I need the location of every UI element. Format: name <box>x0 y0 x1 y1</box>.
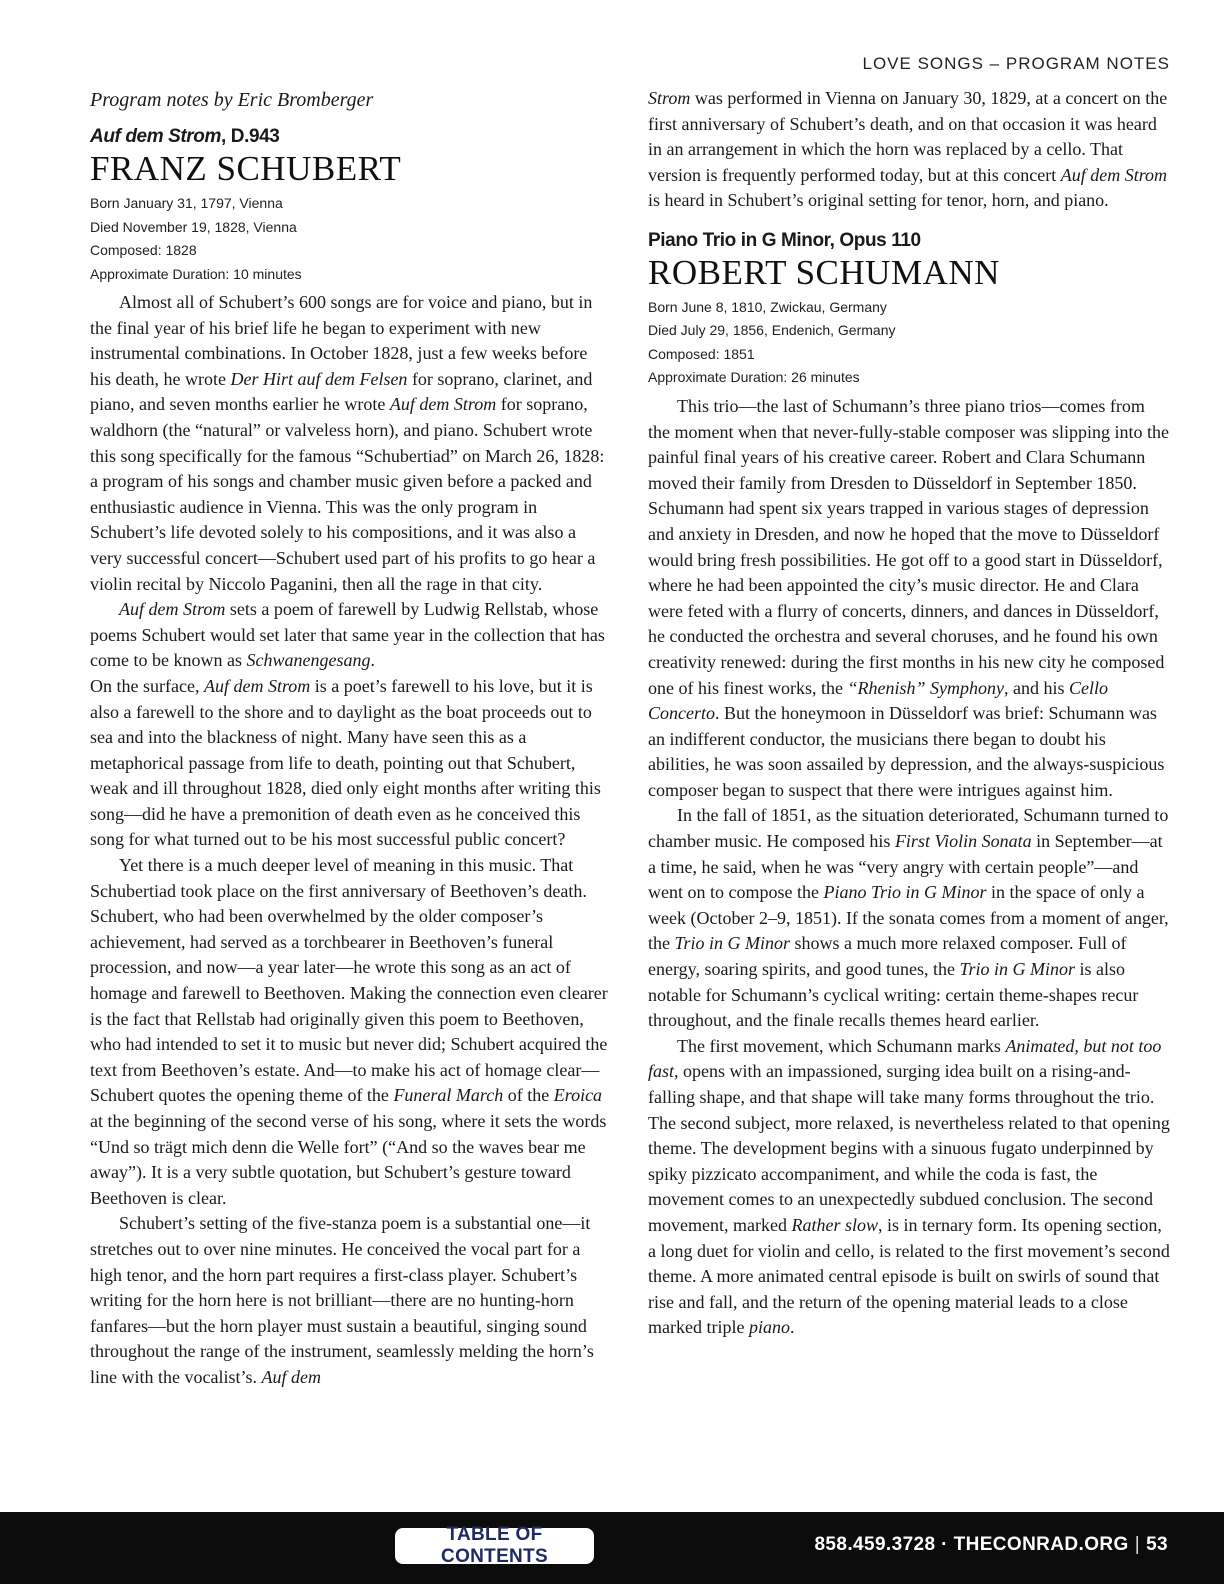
work-title: “Rhenish” Symphony <box>847 677 1004 698</box>
text: at the beginning of the second verse of his song, where it sets the words “Und so trägt mich denn die Welle fort” (“And so the waves bear me away”). It is a very subtle quotation, but Schubert’s gesture toward Beethoven is clear. <box>90 1111 607 1208</box>
text: Almost all of Schubert’s 600 songs are for voice and piano, but in the final year of his brief life he began to experiment with new instrumental combinations. In October 1828, just a few weeks before his death, he wrote <box>90 292 593 389</box>
piece-title-schumann: Piano Trio in G Minor, Opus 110 <box>648 229 921 251</box>
piece-title-schubert <box>90 124 612 150</box>
died-fact: Died November 19, 1828, Vienna <box>90 218 297 235</box>
composed-fact: Composed: 1828 <box>90 242 197 258</box>
piece-title-rest: , D.943 <box>220 126 280 147</box>
text: , opens with an impassioned, surging idea built on a rising-and-falling shape, and that shape will take many forms throughout the trio. The second subject, more relaxed, is nevertheless related to that opening theme. The development begins with a sinuous fugato underpinned by spiky pizzicato accompaniment, and while the coda is fast, the movement comes to an unexpectedly subdued conclusion. The second movement, marked <box>648 1061 1170 1235</box>
footer-bar <box>0 1512 1224 1584</box>
left-column <box>90 86 612 1391</box>
page-number: 53 <box>1146 1534 1168 1555</box>
composer-name-schumann: ROBERT SCHUMANN <box>648 252 1000 292</box>
schubert-notes-continued <box>648 86 1170 214</box>
work-title: Auf dem Strom <box>1060 164 1168 185</box>
text: was performed in Vienna on January 30, 1829, at a concert on the first anniversary of Schubert’s death, and on that occasion it was heard in an arrangement in which the horn was replaced by a cello. That version is frequently performed today, but at this concert <box>648 88 1168 185</box>
work-title: Auf dem <box>261 1366 321 1387</box>
paragraph <box>90 853 612 1211</box>
text: in September—at a time, he said, when he was “very angry with certain people”—and went on to compose the <box>648 831 1163 903</box>
paragraph <box>648 86 1170 214</box>
text: is also notable for Schumann’s cyclical writing: certain theme-shapes recur throughout, and the finale recalls themes heard earlier. <box>648 959 1139 1031</box>
text: is heard in Schubert’s original setting for tenor, horn, and piano. <box>648 190 1109 211</box>
byline: Program notes by Eric Bromberger <box>90 89 374 111</box>
text: of the <box>503 1085 554 1106</box>
work-title: Der Hirt auf dem Felsen <box>230 368 408 389</box>
work-title: Trio in G Minor <box>959 959 1075 980</box>
work-title: Auf dem Strom <box>389 394 497 415</box>
composed-fact: Composed: 1851 <box>648 345 755 362</box>
paragraph <box>90 597 612 674</box>
work-title: Funeral March <box>393 1085 504 1106</box>
paragraph <box>90 674 612 853</box>
separator: | <box>1134 1534 1141 1555</box>
right-column <box>648 86 1170 1341</box>
paragraph <box>90 290 612 597</box>
work-title: First Violin Sonata <box>894 831 1032 852</box>
text: Yet there is a much deeper level of meaning in this music. That Schubertiad took place on the first anniversary of Beethoven’s death. Schubert, who had been overwhelmed by the older composer’s achievement, had served as a torchbearer in Beethoven’s funeral procession, and now—a year later—he wrote this song as an act of homage and farewell to Beethoven. Making the connection even clearer is the fact that Rellstab had originally given this poem to Beethoven, who had intended to set it to music but never did; Schubert acquired the text from Beethoven’s estate. And—to make his act of homage clear—Schubert quotes the opening theme of the <box>90 855 608 1106</box>
composer-facts-schumann <box>648 296 1170 390</box>
section-gap <box>648 214 1170 228</box>
text: . But the honeymoon in Düsseldorf was brief: Schumann was an indifferent conductor, the musicians there began to doubt his abilities, he was soon assailed by depression, and the always-suspicious composer began to suspect that there were intrigues against him. <box>648 703 1165 800</box>
work-title: Strom <box>648 88 691 108</box>
died-fact: Died July 29, 1856, Endenich, Germany <box>648 322 896 339</box>
text: shows a much more relaxed composer. Full of energy, soaring spirits, and good tunes, the <box>648 933 1127 980</box>
text: The first movement, which Schumann marks <box>677 1035 1006 1056</box>
born-fact: Born January 31, 1797, Vienna <box>90 195 283 211</box>
tempo-marking: Rather slow <box>791 1214 878 1235</box>
paragraph <box>648 394 1170 804</box>
table-of-contents-button[interactable]: TABLE OF CONTENTS <box>395 1528 594 1564</box>
composer-name-schubert: FRANZ SCHUBERT <box>90 149 402 188</box>
paragraph <box>648 803 1170 1033</box>
work-title: Piano Trio in G Minor <box>823 882 987 903</box>
work-title: Auf dem Strom <box>203 675 311 696</box>
text: sets a poem of farewell by Ludwig Rellstab, whose poems Schubert would set later that same year in the collection that has come to be known as <box>90 599 605 671</box>
text: for soprano, waldhorn (the “natural” or valveless horn), and piano. Schubert wrote this song specifically for the famous “Schubertiad” on March 26, 1828: a program of his songs and chamber music given before a packed and enthusiastic audience in Vienna. This was the only program in Schubert’s life devoted solely to his compositions, and it was also a very successful concert—Schubert used part of his profits to go hear a violin recital by Niccolo Paganini, then all the rage in that city. <box>90 394 605 594</box>
duration-fact: Approximate Duration: 26 minutes <box>648 369 860 386</box>
work-title: Trio in G Minor <box>674 933 791 954</box>
text: . <box>789 1317 795 1338</box>
paragraph <box>648 1034 1170 1341</box>
work-title: Schwanengesang <box>246 650 371 671</box>
text: . <box>370 650 375 671</box>
text: for soprano, clarinet, and piano, and seven months earlier he wrote <box>90 368 593 415</box>
piece-title-italic: Auf dem Strom <box>90 126 221 147</box>
running-head: LOVE SONGS – PROGRAM NOTES <box>862 54 1170 73</box>
duration-fact: Approximate Duration: 10 minutes <box>90 265 302 282</box>
born-fact: Born June 8, 1810, Zwickau, Germany <box>648 298 887 315</box>
dynamic-marking: piano <box>748 1317 790 1338</box>
text: is a poet’s farewell to his love, but it is also a farewell to the shore and to daylight as the boat proceeds out to sea and into the blackness of night. Many have seen this as a metaphorical passage from life to death, pointing out that Schubert, weak and ill throughout 1828, died only eight months after writing this song—did he have a premonition of death even as he conceived this song for what turned out to be his most successful public concert? <box>90 675 601 850</box>
tempo-marking: Animated, but not too fast <box>648 1035 1162 1082</box>
composer-facts-schubert <box>90 192 612 286</box>
work-title: Eroica <box>553 1085 603 1106</box>
text: , is in ternary form. Its opening section, a long duet for violin and cello, is related to the first movement’s second theme. A more animated central episode is built on swirls of sound that rise and fall, and the return of the opening material leads to a close marked triple <box>648 1214 1170 1338</box>
work-title: Cello Concerto <box>648 677 1108 724</box>
schumann-notes <box>648 394 1170 1341</box>
text: Schubert’s setting of the five-stanza poem is a substantial one—it stretches out to over nine minutes. He conceived the vocal part for a high tenor, and the horn part requires a first-class player. Schubert’s writing for the horn here is not brilliant—there are no hunting-horn fanfares—but the horn player must sustain a beautiful, singing sound throughout the range of the instrument, seamlessly melding the horn’s line with the vocalist’s. <box>90 1213 594 1387</box>
work-title: Auf dem Strom <box>119 599 226 620</box>
schubert-notes <box>90 290 612 1391</box>
text: , and his <box>1003 677 1069 698</box>
text: In the fall of 1851, as the situation deteriorated, Schumann turned to chamber music. He composed his <box>648 805 1169 852</box>
text: This trio—the last of Schumann’s three piano trios—comes from the moment when that never-fully-stable composer was slipping into the painful final years of his creative career. Robert and Clara Schumann moved their family from Dresden to Düsseldorf in September 1850. Schumann had spent six years trapped in various stages of depression and anxiety in Dresden, and now he hoped that the move to Düsseldorf would bring fresh possibilities. He got off to a good start in Düsseldorf, where he had been appointed the city’s music director. He and Clara were feted with a flurry of concerts, dinners, and dances in Düsseldorf, he conducted the orchestra and several choruses, and he found his own creativity renewed: during the first months in his new city he composed one of his finest works, the <box>648 395 1170 698</box>
contact-info: 858.459.3728 · THECONRAD.ORG <box>814 1534 1129 1555</box>
paragraph <box>90 1211 612 1390</box>
text: in the space of only a week (October 2–9, 1851). If the sonata comes from a moment of anger, the <box>648 882 1169 954</box>
text: On the surface, <box>90 675 204 696</box>
footer-info <box>814 1534 1168 1556</box>
